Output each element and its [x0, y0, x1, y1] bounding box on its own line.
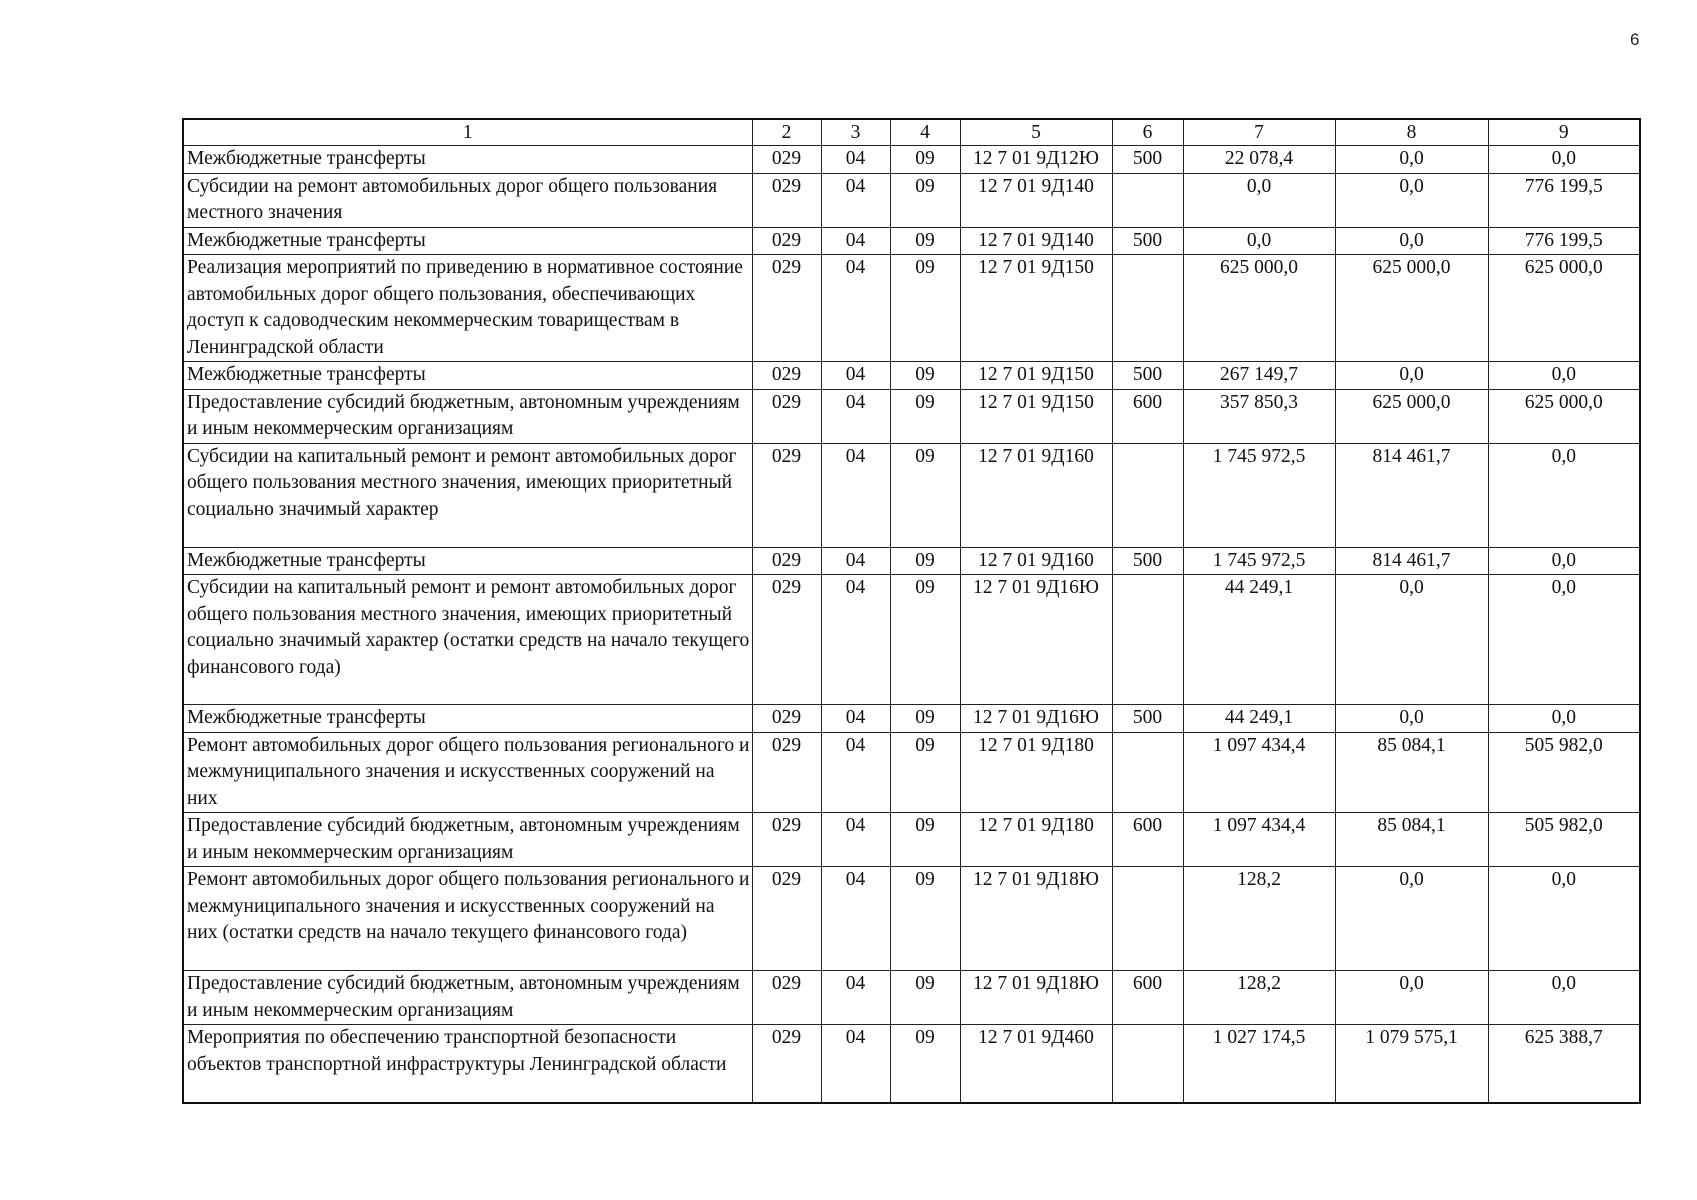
target-article-code: 12 7 01 9Д18Ю: [960, 971, 1112, 1025]
section-code: 04: [821, 146, 890, 174]
subsection-code: 09: [890, 443, 960, 547]
amount-col-8: 0,0: [1335, 362, 1488, 390]
amount-col-7: 267 149,7: [1183, 362, 1335, 390]
chapter-code: 029: [752, 362, 821, 390]
subsection-code: 09: [890, 705, 960, 733]
expense-type-code: 600: [1112, 389, 1183, 443]
amount-col-8: 814 461,7: [1335, 443, 1488, 547]
amount-col-7: 128,2: [1183, 867, 1335, 971]
row-description: Межбюджетные трансферты: [183, 227, 752, 255]
amount-col-7: 22 078,4: [1183, 146, 1335, 174]
amount-col-9: 625 000,0: [1488, 389, 1640, 443]
chapter-code: 029: [752, 705, 821, 733]
subsection-code: 09: [890, 173, 960, 227]
amount-col-7: 0,0: [1183, 173, 1335, 227]
subsection-code: 09: [890, 146, 960, 174]
table-row: [183, 255, 1640, 362]
target-article-code: 12 7 01 9Д12Ю: [960, 146, 1112, 174]
expense-type-code: 500: [1112, 146, 1183, 174]
chapter-code: 029: [752, 971, 821, 1025]
target-article-code: 12 7 01 9Д160: [960, 547, 1112, 575]
chapter-code: 029: [752, 227, 821, 255]
section-code: 04: [821, 705, 890, 733]
expense-type-code: 500: [1112, 227, 1183, 255]
amount-col-9: 0,0: [1488, 362, 1640, 390]
table-row: [183, 362, 1640, 390]
amount-col-9: 0,0: [1488, 867, 1640, 971]
subsection-code: 09: [890, 255, 960, 362]
target-article-code: 12 7 01 9Д18Ю: [960, 867, 1112, 971]
table-row: [183, 867, 1640, 971]
expense-type-code: 500: [1112, 705, 1183, 733]
amount-col-8: 1 079 575,1: [1335, 1025, 1488, 1103]
amount-col-7: 625 000,0: [1183, 255, 1335, 362]
expense-type-code: [1112, 867, 1183, 971]
subsection-code: 09: [890, 867, 960, 971]
table-row: [183, 705, 1640, 733]
chapter-code: 029: [752, 547, 821, 575]
amount-col-7: 128,2: [1183, 971, 1335, 1025]
row-description: Мероприятия по обеспечению транспортной безопасности объектов транспортной инфраструктуры Ленинградской области: [183, 1025, 752, 1103]
amount-col-9: 0,0: [1488, 547, 1640, 575]
row-description: Субсидии на капитальный ремонт и ремонт автомобильных дорог общего пользования местного значения, имеющих приоритетный социально значимый характер: [183, 443, 752, 547]
chapter-code: 029: [752, 732, 821, 813]
subsection-code: 09: [890, 813, 960, 867]
section-code: 04: [821, 732, 890, 813]
amount-col-7: 1 027 174,5: [1183, 1025, 1335, 1103]
amount-col-8: 814 461,7: [1335, 547, 1488, 575]
subsection-code: 09: [890, 732, 960, 813]
column-header: 4: [890, 119, 960, 146]
column-number-row: [183, 119, 1640, 146]
column-header: 9: [1488, 119, 1640, 146]
subsection-code: 09: [890, 362, 960, 390]
row-description: Межбюджетные трансферты: [183, 146, 752, 174]
amount-col-7: 1 745 972,5: [1183, 443, 1335, 547]
chapter-code: 029: [752, 867, 821, 971]
row-description: Предоставление субсидий бюджетным, автономным учреждениям и иным некоммерческим организациям: [183, 389, 752, 443]
amount-col-7: 44 249,1: [1183, 705, 1335, 733]
amount-col-8: 0,0: [1335, 867, 1488, 971]
column-header: 8: [1335, 119, 1488, 146]
amount-col-8: 0,0: [1335, 971, 1488, 1025]
section-code: 04: [821, 389, 890, 443]
column-header: 1: [183, 119, 752, 146]
amount-col-9: 0,0: [1488, 971, 1640, 1025]
section-code: 04: [821, 813, 890, 867]
page-number: 6: [1630, 30, 1640, 49]
expense-type-code: [1112, 173, 1183, 227]
target-article-code: 12 7 01 9Д180: [960, 813, 1112, 867]
section-code: 04: [821, 362, 890, 390]
amount-col-9: 625 000,0: [1488, 255, 1640, 362]
subsection-code: 09: [890, 547, 960, 575]
amount-col-7: 1 745 972,5: [1183, 547, 1335, 575]
amount-col-8: 0,0: [1335, 227, 1488, 255]
table-row: [183, 575, 1640, 705]
row-description: Предоставление субсидий бюджетным, автономным учреждениям и иным некоммерческим организациям: [183, 971, 752, 1025]
amount-col-9: 0,0: [1488, 705, 1640, 733]
column-header: 6: [1112, 119, 1183, 146]
target-article-code: 12 7 01 9Д16Ю: [960, 575, 1112, 705]
subsection-code: 09: [890, 389, 960, 443]
row-description: Предоставление субсидий бюджетным, автономным учреждениям и иным некоммерческим организациям: [183, 813, 752, 867]
table-row: [183, 971, 1640, 1025]
target-article-code: 12 7 01 9Д140: [960, 173, 1112, 227]
column-header: 2: [752, 119, 821, 146]
target-article-code: 12 7 01 9Д16Ю: [960, 705, 1112, 733]
amount-col-7: 357 850,3: [1183, 389, 1335, 443]
expense-type-code: 600: [1112, 813, 1183, 867]
table-row: [183, 173, 1640, 227]
chapter-code: 029: [752, 1025, 821, 1103]
amount-col-9: 505 982,0: [1488, 813, 1640, 867]
expense-type-code: 500: [1112, 362, 1183, 390]
amount-col-7: 44 249,1: [1183, 575, 1335, 705]
section-code: 04: [821, 971, 890, 1025]
amount-col-9: 0,0: [1488, 443, 1640, 547]
subsection-code: 09: [890, 1025, 960, 1103]
amount-col-9: 776 199,5: [1488, 173, 1640, 227]
subsection-code: 09: [890, 971, 960, 1025]
amount-col-8: 0,0: [1335, 146, 1488, 174]
amount-col-8: 85 084,1: [1335, 732, 1488, 813]
chapter-code: 029: [752, 146, 821, 174]
target-article-code: 12 7 01 9Д180: [960, 732, 1112, 813]
amount-col-8: 625 000,0: [1335, 389, 1488, 443]
expense-type-code: [1112, 255, 1183, 362]
section-code: 04: [821, 255, 890, 362]
section-code: 04: [821, 443, 890, 547]
chapter-code: 029: [752, 255, 821, 362]
amount-col-8: 85 084,1: [1335, 813, 1488, 867]
table-row: [183, 732, 1640, 813]
target-article-code: 12 7 01 9Д150: [960, 255, 1112, 362]
table-row: [183, 146, 1640, 174]
amount-col-8: 0,0: [1335, 575, 1488, 705]
column-header: 7: [1183, 119, 1335, 146]
target-article-code: 12 7 01 9Д150: [960, 389, 1112, 443]
row-description: Реализация мероприятий по приведению в нормативное состояние автомобильных дорог общего пользования, обеспечивающих доступ к садоводческим некоммерческим товариществам в Ленинградской области: [183, 255, 752, 362]
row-description: Ремонт автомобильных дорог общего пользования регионального и межмуниципального значения и искусственных сооружений на них: [183, 732, 752, 813]
budget-table: [182, 118, 1641, 1104]
target-article-code: 12 7 01 9Д160: [960, 443, 1112, 547]
chapter-code: 029: [752, 575, 821, 705]
amount-col-8: 0,0: [1335, 173, 1488, 227]
target-article-code: 12 7 01 9Д140: [960, 227, 1112, 255]
table-row: [183, 389, 1640, 443]
section-code: 04: [821, 575, 890, 705]
section-code: 04: [821, 547, 890, 575]
expense-type-code: 600: [1112, 971, 1183, 1025]
table-row: [183, 813, 1640, 867]
section-code: 04: [821, 1025, 890, 1103]
column-header: 3: [821, 119, 890, 146]
section-code: 04: [821, 173, 890, 227]
amount-col-9: 505 982,0: [1488, 732, 1640, 813]
amount-col-8: 625 000,0: [1335, 255, 1488, 362]
column-header: 5: [960, 119, 1112, 146]
amount-col-7: 1 097 434,4: [1183, 813, 1335, 867]
chapter-code: 029: [752, 389, 821, 443]
row-description: Межбюджетные трансферты: [183, 362, 752, 390]
subsection-code: 09: [890, 575, 960, 705]
section-code: 04: [821, 227, 890, 255]
table-row: [183, 443, 1640, 547]
amount-col-9: 0,0: [1488, 146, 1640, 174]
chapter-code: 029: [752, 813, 821, 867]
target-article-code: 12 7 01 9Д460: [960, 1025, 1112, 1103]
row-description: Межбюджетные трансферты: [183, 705, 752, 733]
expense-type-code: 500: [1112, 547, 1183, 575]
expense-type-code: [1112, 1025, 1183, 1103]
section-code: 04: [821, 867, 890, 971]
amount-col-9: 0,0: [1488, 575, 1640, 705]
chapter-code: 029: [752, 173, 821, 227]
amount-col-9: 625 388,7: [1488, 1025, 1640, 1103]
amount-col-7: 1 097 434,4: [1183, 732, 1335, 813]
row-description: Межбюджетные трансферты: [183, 547, 752, 575]
expense-type-code: [1112, 575, 1183, 705]
amount-col-8: 0,0: [1335, 705, 1488, 733]
subsection-code: 09: [890, 227, 960, 255]
chapter-code: 029: [752, 443, 821, 547]
expense-type-code: [1112, 732, 1183, 813]
target-article-code: 12 7 01 9Д150: [960, 362, 1112, 390]
amount-col-7: 0,0: [1183, 227, 1335, 255]
row-description: Ремонт автомобильных дорог общего пользования регионального и межмуниципального значения и искусственных сооружений на них (остатки средств на начало текущего финансового года): [183, 867, 752, 971]
row-description: Субсидии на ремонт автомобильных дорог общего пользования местного значения: [183, 173, 752, 227]
table-row: [183, 227, 1640, 255]
table-row: [183, 547, 1640, 575]
row-description: Субсидии на капитальный ремонт и ремонт автомобильных дорог общего пользования местного значения, имеющих приоритетный социально значимый характер (остатки средств на начало текущего финансового года): [183, 575, 752, 705]
table-row: [183, 1025, 1640, 1103]
amount-col-9: 776 199,5: [1488, 227, 1640, 255]
expense-type-code: [1112, 443, 1183, 547]
